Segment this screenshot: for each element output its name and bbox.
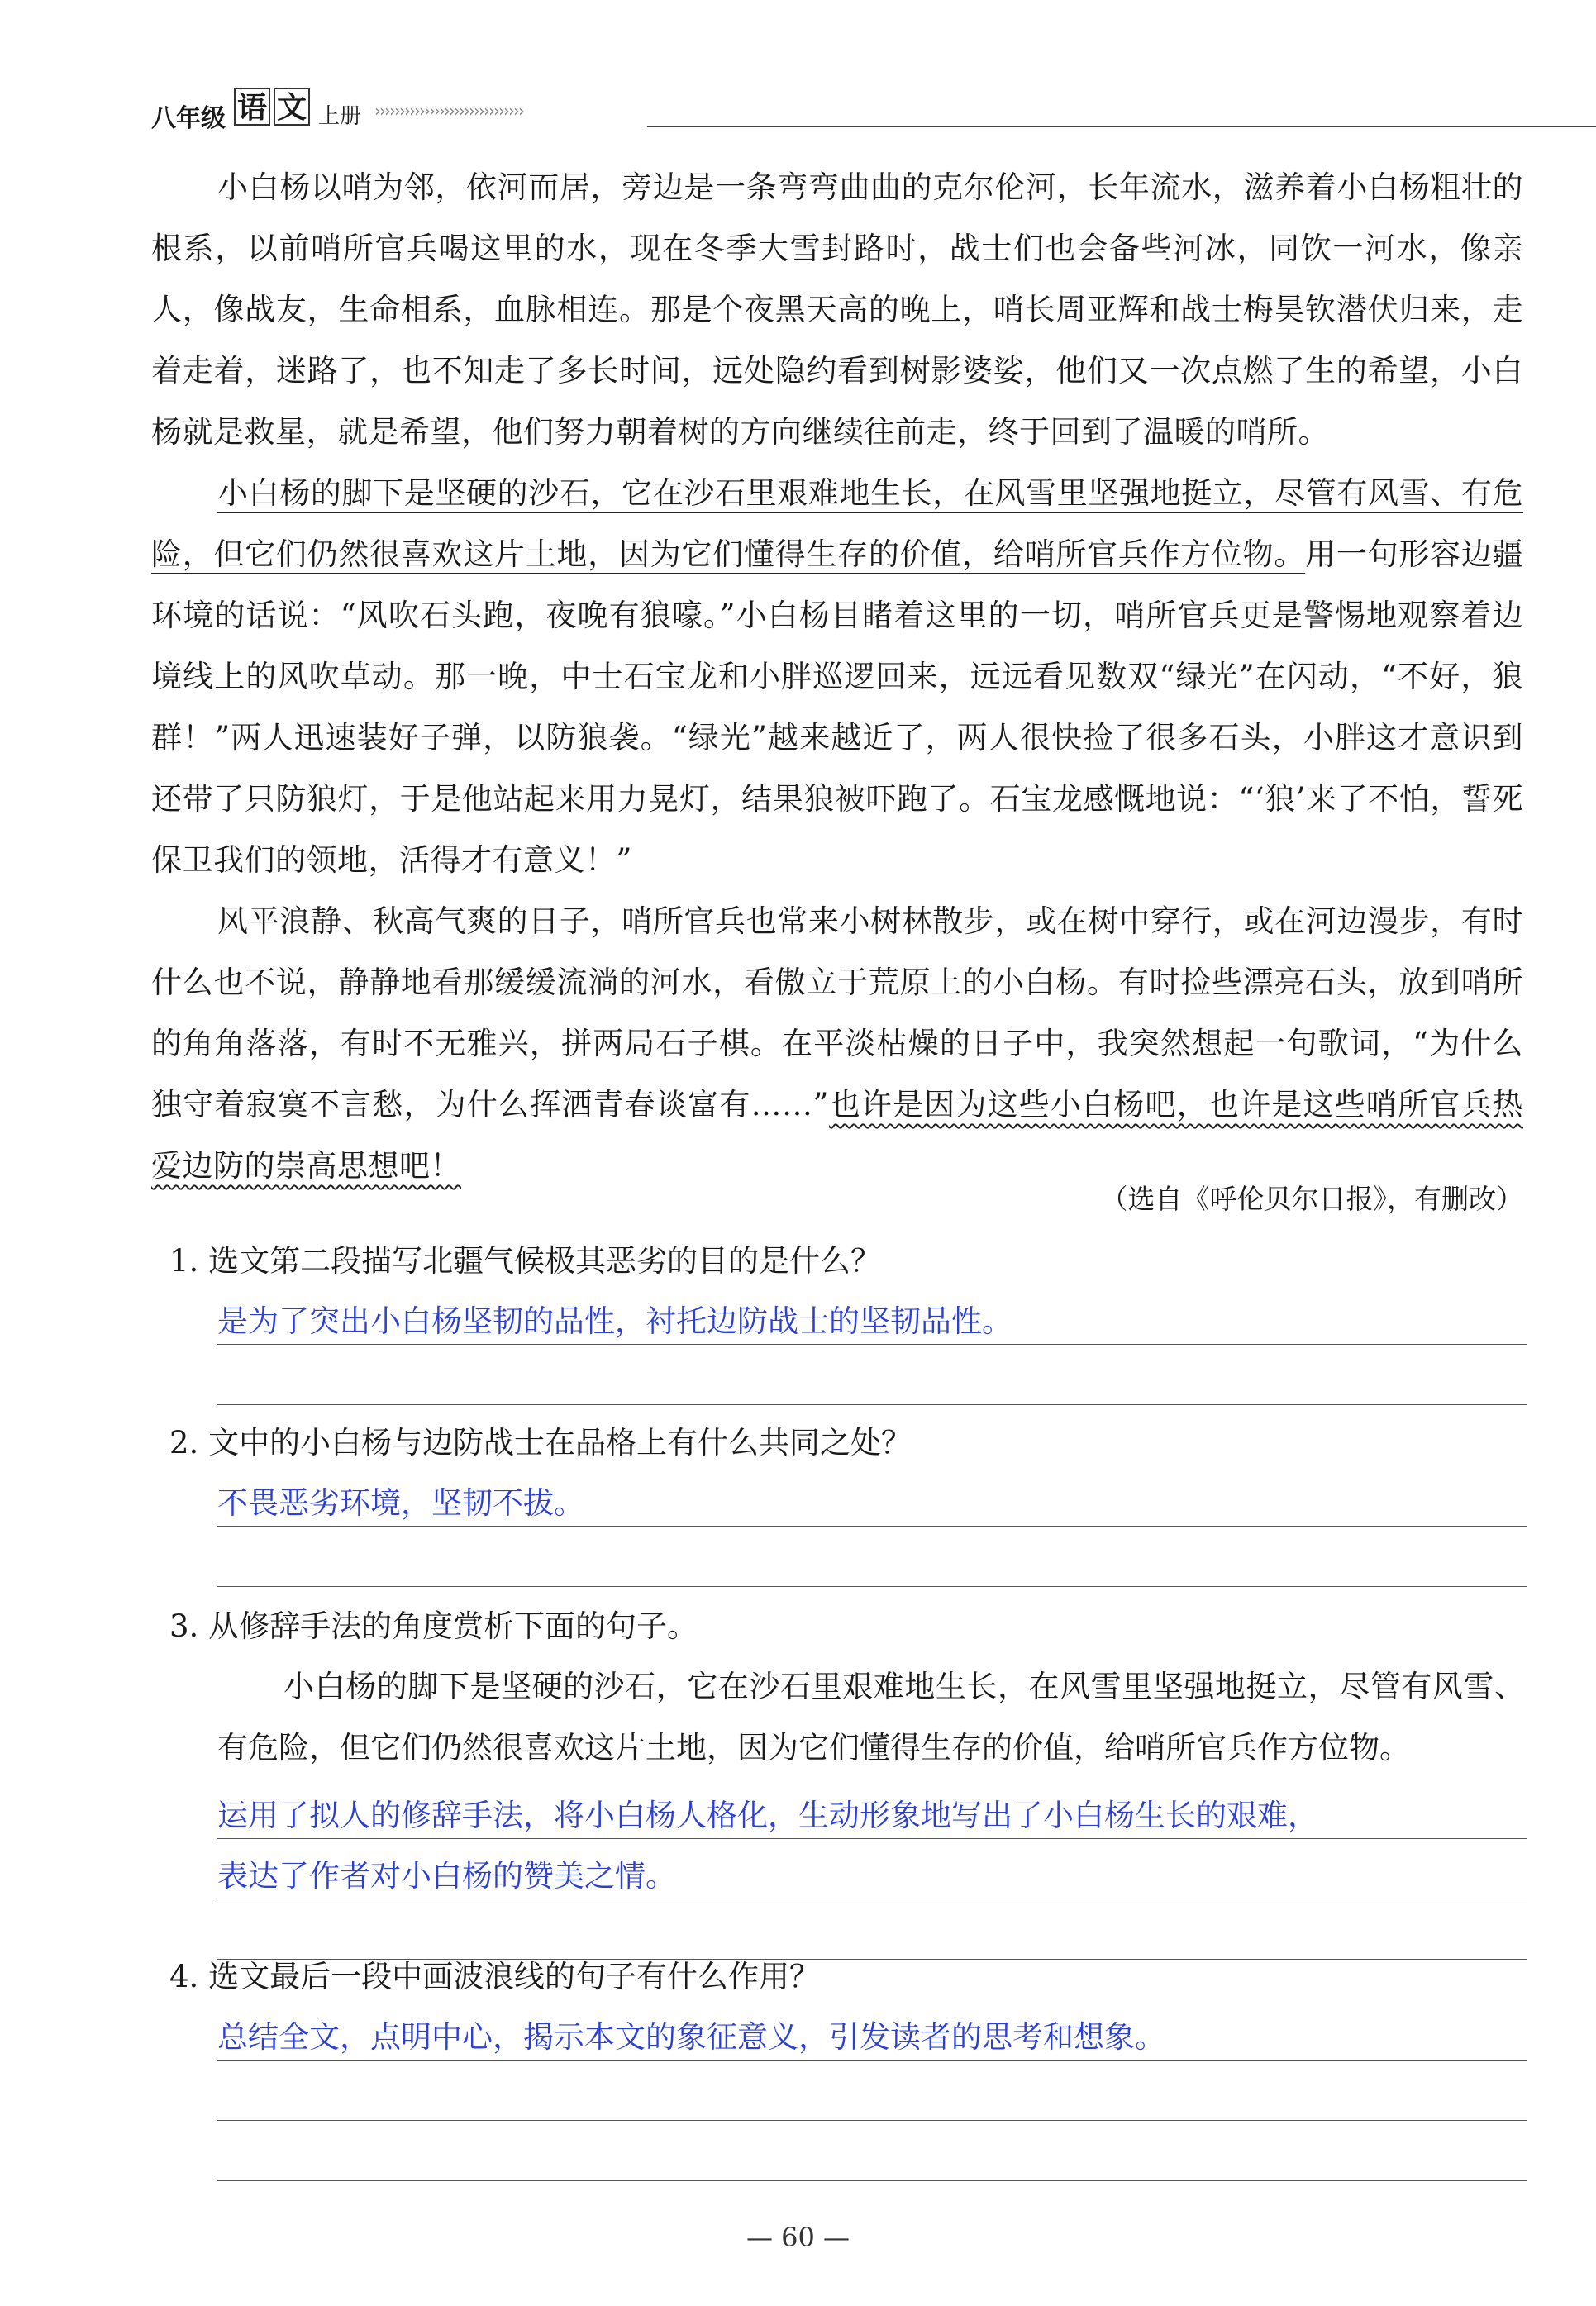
subject-char-box: 语 [234, 88, 270, 126]
answer-text: 不畏恶劣环境，坚韧不拔。 [217, 1485, 584, 1521]
answer-line[interactable] [217, 2061, 1527, 2121]
paragraph-text: 用一句形容边疆环境的话说：“风吹石头跑，夜晚有狼嚎。”小白杨目睹着这里的一切，哨所官兵更是警惕地观察着边境线上的风吹草动。那一晚，中士石宝龙和小胖巡逻回来，远远看见数双“绿光”在闪动，“不好，狼群！”两人迅速装好子弹，以防狼袭。“绿光”越来越近了，两人很快捡了很多石头，小胖这才意识到还带了只防狼灯，于是他站起来用力晃灯，结果狼被吓跑了。石宝龙感慨地说：“‘狼’来了不怕，誓死保卫我们的领地，活得才有意义！” [151, 536, 1524, 878]
question-3 [169, 1603, 1525, 1960]
answer-line[interactable] [217, 1345, 1527, 1405]
question-2 [169, 1420, 1525, 1587]
wavy-underlined-sentence: 也许是因为这些小白杨吧，也许是这些哨所官兵热爱边防的崇高思想吧！ [151, 1087, 1524, 1184]
source-citation: （选自《呼伦贝尔日报》，有删改） [1100, 1183, 1523, 1215]
answer-line[interactable] [217, 2121, 1527, 2181]
passage-paragraph [151, 891, 1523, 1197]
question-text: 3. 从修辞手法的角度赏析下面的句子。 [169, 1608, 698, 1644]
answer-text: 表达了作者对小白杨的赞美之情。 [217, 1858, 676, 1894]
answer-line[interactable] [217, 1466, 1527, 1527]
passage-paragraph: 小白杨以哨为邻，依河而居，旁边是一条弯弯曲曲的克尔伦河，长年流水，滋养着小白杨粗壮的根系，以前哨所官兵喝这里的水，现在冬季大雪封路时，战士们也会备些河冰，同饮一河水，像亲人，像战友，生命相系，血脉相连。那是个夜黑天高的晚上，哨长周亚辉和战士梅昊钦潜伏归来，走着走着，迷路了，也不知走了多长时间，远处隐约看到树影婆娑，他们又一次点燃了生的希望，小白杨就是救星，就是希望，他们努力朝着树的方向继续往前走，终于回到了温暖的哨所。 [151, 169, 1523, 450]
question-4 [169, 1954, 1525, 2181]
question-1 [169, 1238, 1525, 1405]
answer-line[interactable] [217, 1899, 1527, 1960]
answer-line[interactable] [217, 2000, 1527, 2061]
header-rule [647, 126, 1596, 127]
question-text: 4. 选文最后一段中画波浪线的句子有什么作用？ [169, 1959, 821, 1994]
reading-passage [151, 157, 1523, 1197]
answer-text: 总结全文，点明中心，揭示本文的象征意义，引发读者的思考和想象。 [217, 2019, 1165, 2055]
answer-line[interactable] [217, 1527, 1527, 1587]
quoted-sentence: 小白杨的脚下是坚硬的沙石，它在沙石里艰难地生长，在风雪里坚强地挺立，尽管有风雪、有危险，但它们仍然很喜欢这片土地，因为它们懂得生存的价值，给哨所官兵作方位物。 [217, 1669, 1525, 1765]
answer-line[interactable] [217, 1839, 1527, 1899]
page-number: — 60 — [746, 2222, 850, 2253]
answer-text: 运用了拟人的修辞手法，将小白杨人格化，生动形象地写出了小白杨生长的艰难， [217, 1798, 1318, 1833]
underlined-sentence: 小白杨的脚下是坚硬的沙石，它在沙石里艰难地生长，在风雪里坚强地挺立，尽管有风雪、有危险，但它们仍然很喜欢这片土地，因为它们懂得生存的价值，给哨所官兵作方位物。 [151, 475, 1523, 572]
subject-char-box: 文 [274, 88, 310, 126]
paragraph-text: 风平浪静、秋高气爽的日子，哨所官兵也常来小树林散步，或在树中穿行，或在河边漫步，有时什么也不说，静静地看那缓缓流淌的河水，看傲立于荒原上的小白杨。有时捡些漂亮石头，放到哨所的角角落落，有时不无雅兴，拼两局石子棋。在平淡枯燥的日子中，我突然想起一句歌词，“为什么独守着寂寞不言愁，为什么挥洒青春谈富有……” [151, 903, 1523, 1122]
answer-line[interactable] [217, 1779, 1527, 1839]
volume-label: 上册 [318, 104, 362, 129]
page-header [151, 86, 1523, 132]
question-text: 1. 选文第二段描写北疆气候极其恶劣的目的是什么？ [169, 1243, 882, 1279]
passage-paragraph [151, 463, 1523, 891]
answer-line[interactable] [217, 1284, 1527, 1345]
question-text: 2. 文中的小白杨与边防战士在品格上有什么共同之处？ [169, 1425, 912, 1460]
chevron-decoration-icon: ›››››››››››››››››››››››››››››› [374, 101, 523, 121]
grade-label: 八年级 [151, 104, 226, 133]
answer-text: 是为了突出小白杨坚韧的品性，衬托边防战士的坚韧品性。 [217, 1303, 1012, 1339]
